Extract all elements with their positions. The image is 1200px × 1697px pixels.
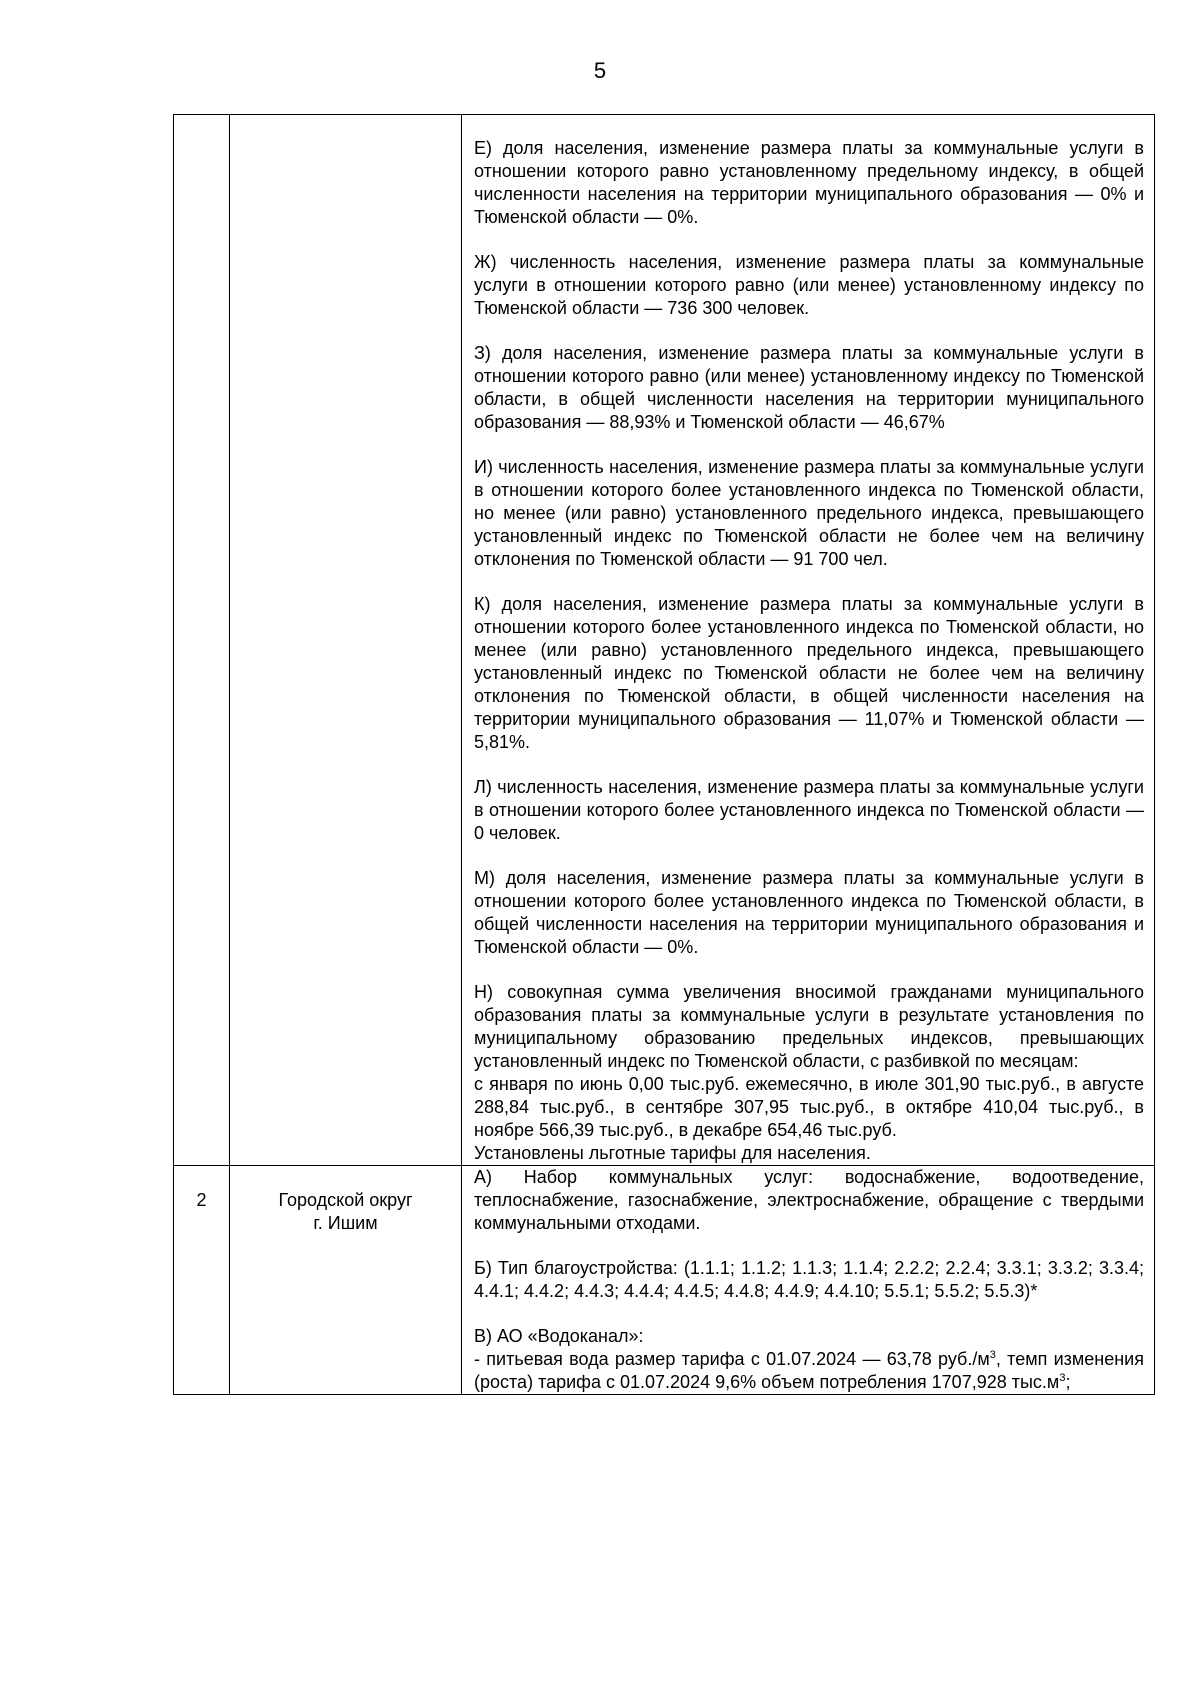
row-number-cell (174, 115, 230, 1166)
paragraph-zh: Ж) численность населения, изменение размера платы за коммунальные услуги в отношении которого равно (или менее) установленному индексу по Тюменской области — 736 300 человек. (474, 252, 1144, 318)
paragraph-a: А) Набор коммунальных услуг: водоснабжение, водоотведение, теплоснабжение, газоснабжение, электроснабжение, обращение с твердыми коммунальными отходами. (474, 1167, 1144, 1233)
unit-exponent: 3 (989, 1349, 996, 1361)
indicators-cell (462, 115, 1155, 1166)
unit-exponent: 3 (1059, 1372, 1066, 1384)
row-number: 2 (174, 1166, 230, 1395)
table-row (174, 1166, 1155, 1395)
benefit-note: Установлены льготные тарифы для населения. (474, 1143, 871, 1163)
paragraph-v-title: В) АО «Водоканал»: (474, 1326, 644, 1346)
indicators-cell (462, 1166, 1155, 1395)
paragraph-i: И) численность населения, изменение размера платы за коммунальные услуги в отношении которого более установленного индекса по Тюменской области, но менее (или равно) установленного предельного индекса, превышающего установленный индекс по Тюменской области не более чем на величину отклонения по Тюменской области — 91 700 чел. (474, 457, 1144, 569)
paragraph-v-water (474, 1348, 1144, 1394)
municipality-name-line2: г. Ишим (313, 1213, 378, 1233)
water-end-text: ; (1065, 1372, 1071, 1392)
paragraph-k: К) доля населения, изменение размера платы за коммунальные услуги в отношении которого более установленного индекса по Тюменской области, но менее (или равно) установленного предельного индекса, превышающего установленный индекс по Тюменской области не более чем на величину отклонения по Тюменской области, в общей численности населения на территории муниципального образования — 11,07% и Тюменской области — 5,81%. (474, 594, 1144, 752)
paragraph-z: З) доля населения, изменение размера платы за коммунальные услуги в отношении которого равно (или менее) установленному индексу по Тюменской области, в общей численности населения на территории муниципального образования — 88,93% и Тюменской области — 46,67% (474, 343, 1144, 432)
municipal-index-table (173, 114, 1155, 1395)
municipality-cell (230, 115, 462, 1166)
paragraph-l: Л) численность населения, изменение размера платы за коммунальные услуги в отношении которого более установленного индекса по Тюменской области — 0 человек. (474, 777, 1144, 843)
paragraph-m: М) доля населения, изменение размера платы за коммунальные услуги в отношении которого более установленного индекса по Тюменской области, в общей численности населения на территории муниципального образования и Тюменской области — 0%. (474, 868, 1144, 957)
paragraph-b: Б) Тип благоустройства: (1.1.1; 1.1.2; 1.1.3; 1.1.4; 2.2.2; 2.2.4; 3.3.1; 3.3.2; 3.3.4; 4.4.1; 4.4.2; 4.4.3; 4.4.4; 4.4.5; 4.4.8; 4.4.9; 4.4.10; 5.5.1; 5.5.2; 5.5.3)* (474, 1258, 1144, 1301)
water-tariff-text: - питьевая вода размер тарифа с 01.07.2024 — 63,78 руб./м (474, 1349, 990, 1369)
water-volume-text: , темп изменения (роста) тарифа с 01.07.2024 9,6% объем потребления 1707,928 тыс.м (474, 1349, 1144, 1392)
municipality-name (230, 1166, 462, 1395)
paragraph-e: Е) доля населения, изменение размера платы за коммунальные услуги в отношении которого равно установленному предельному индексу, в общей численности населения на территории муниципального образования — 0% и Тюменской области — 0%. (474, 138, 1144, 227)
municipality-name-line1: Городской округ (278, 1190, 413, 1210)
monthly-breakdown: с января по июнь 0,00 тыс.руб. ежемесячно, в июле 301,90 тыс.руб., в августе 288,84 тыс.руб., в сентябре 307,95 тыс.руб., в октябре 410,04 тыс.руб., в ноябре 566,39 тыс.руб., в декабре 654,46 тыс.руб. (474, 1074, 1144, 1140)
paragraph-n: Н) совокупная сумма увеличения вносимой гражданами муниципального образования платы за коммунальные услуги в результате установления по муниципальному образованию предельных индексов, превышающих установленный индекс по Тюменской области, с разбивкой по месяцам: (474, 982, 1144, 1071)
page-number: 5 (593, 58, 607, 83)
table-row (174, 115, 1155, 1166)
